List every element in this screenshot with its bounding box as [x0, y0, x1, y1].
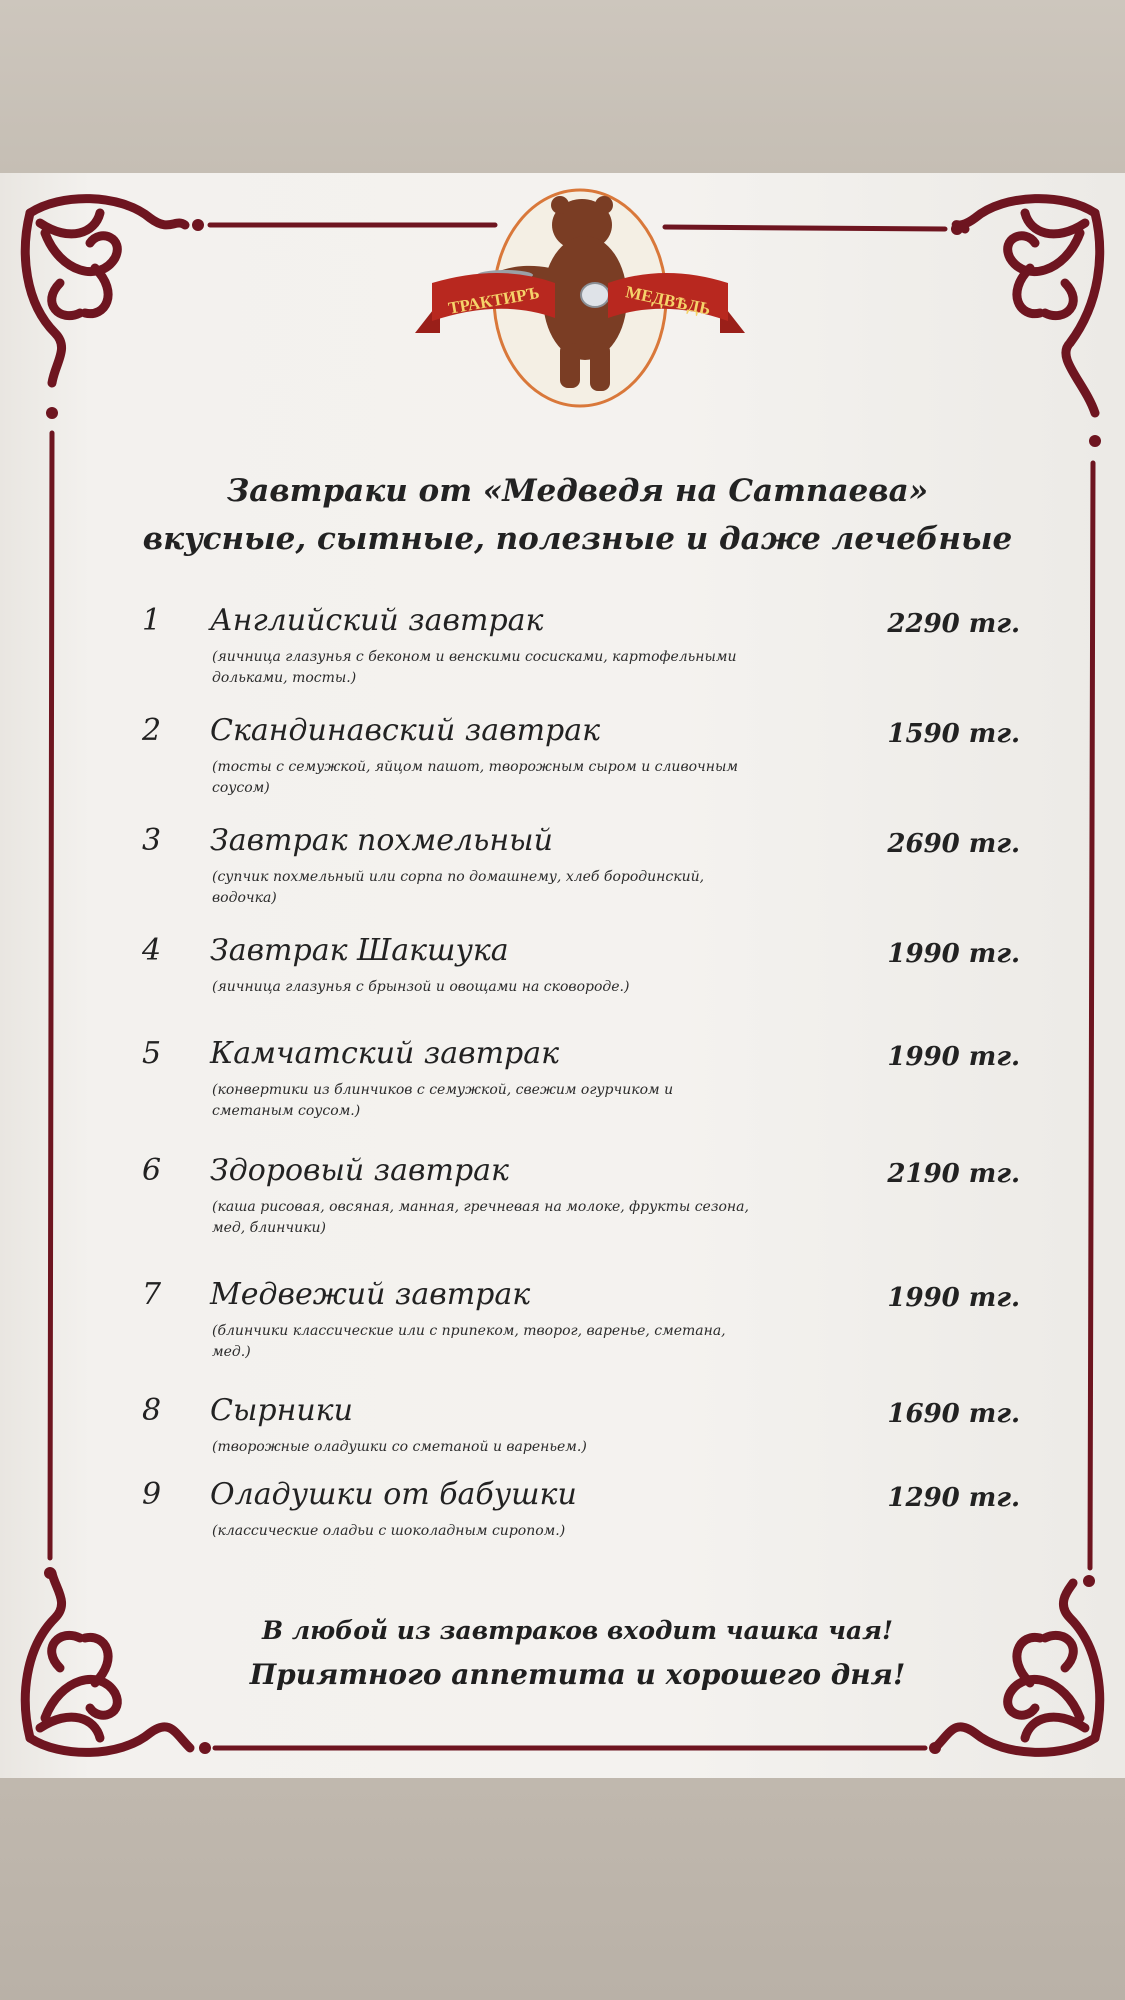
item-price: 1590 тг.: [887, 719, 1020, 749]
item-price: 2290 тг.: [887, 609, 1020, 639]
item-description: (тосты с семужкой, яйцом пашот, творожным сыром и сливочным соусом): [212, 759, 738, 796]
menu-sheet: [0, 173, 1125, 1778]
menu-title: Завтраки от «Медведя на Сатпаева»: [226, 473, 929, 509]
item-name: Оладушки от бабушки: [210, 1477, 577, 1512]
footer-note: В любой из завтраков входит чашка чая!: [261, 1616, 894, 1645]
item-description: (каша рисовая, овсяная, манная, гречневая на молоке, фрукты сезона, мед, блинчики): [212, 1199, 749, 1236]
footer-wish: Приятного аппетита и хорошего дня!: [249, 1658, 906, 1691]
item-description: (творожные оладушки со сметаной и вареньем.): [212, 1439, 587, 1455]
item-price: 2690 тг.: [887, 829, 1020, 859]
item-number: 9: [142, 1477, 162, 1512]
item-name: Камчатский завтрак: [210, 1036, 560, 1071]
corner-ornament-top-right: [956, 199, 1099, 413]
item-price: 1690 тг.: [887, 1399, 1020, 1429]
item-description: (яичница глазунья с брынзой и овощами на сковороде.): [212, 979, 630, 995]
item-description: (супчик похмельный или сорпа по домашнему, хлеб бородинский, водочка): [212, 869, 705, 906]
logo-ribbon-left-text: ТРАКТИРЪ: [446, 283, 541, 318]
item-number: 6: [142, 1153, 162, 1188]
item-description: (блинчики классические или с припеком, творог, варенье, сметана, мед.): [212, 1323, 726, 1360]
item-number: 8: [142, 1393, 162, 1428]
menu-subtitle: вкусные, сытные, полезные и даже лечебные: [142, 521, 1013, 557]
item-number: 4: [142, 933, 162, 968]
item-price: 2190 тг.: [887, 1159, 1020, 1189]
item-price: 1990 тг.: [887, 939, 1020, 969]
item-number: 5: [142, 1036, 162, 1071]
item-name: Английский завтрак: [210, 603, 544, 638]
background-bottom: [0, 1778, 1125, 2000]
item-number: 7: [142, 1277, 162, 1312]
item-name: Завтрак Шакшука: [210, 933, 509, 968]
item-description: (конвертики из блинчиков с семужкой, свежим огурчиком и сметаным соусом.): [212, 1082, 674, 1119]
item-name: Здоровый завтрак: [210, 1153, 509, 1188]
background-top: [0, 0, 1125, 175]
item-price: 1990 тг.: [887, 1283, 1020, 1313]
item-number: 3: [142, 823, 162, 858]
corner-ornament-top-left: [25, 199, 185, 383]
restaurant-logo: [410, 183, 750, 423]
item-name: Сырники: [210, 1393, 353, 1428]
item-price: 1290 тг.: [887, 1483, 1020, 1513]
item-description: (яичница глазунья с беконом и венскими сосисками, картофельными дольками, тосты.): [212, 649, 737, 686]
item-name: Медвежий завтрак: [210, 1277, 531, 1312]
item-price: 1990 тг.: [887, 1042, 1020, 1072]
item-number: 2: [142, 713, 162, 748]
item-description: (классические оладьи с шоколадным сиропом.): [212, 1523, 566, 1539]
item-name: Завтрак похмельный: [210, 823, 553, 858]
item-number: 1: [142, 603, 162, 638]
logo-ribbon-right-text: МЕДВѢДЬ: [623, 282, 713, 319]
item-name: Скандинавский завтрак: [210, 713, 601, 748]
